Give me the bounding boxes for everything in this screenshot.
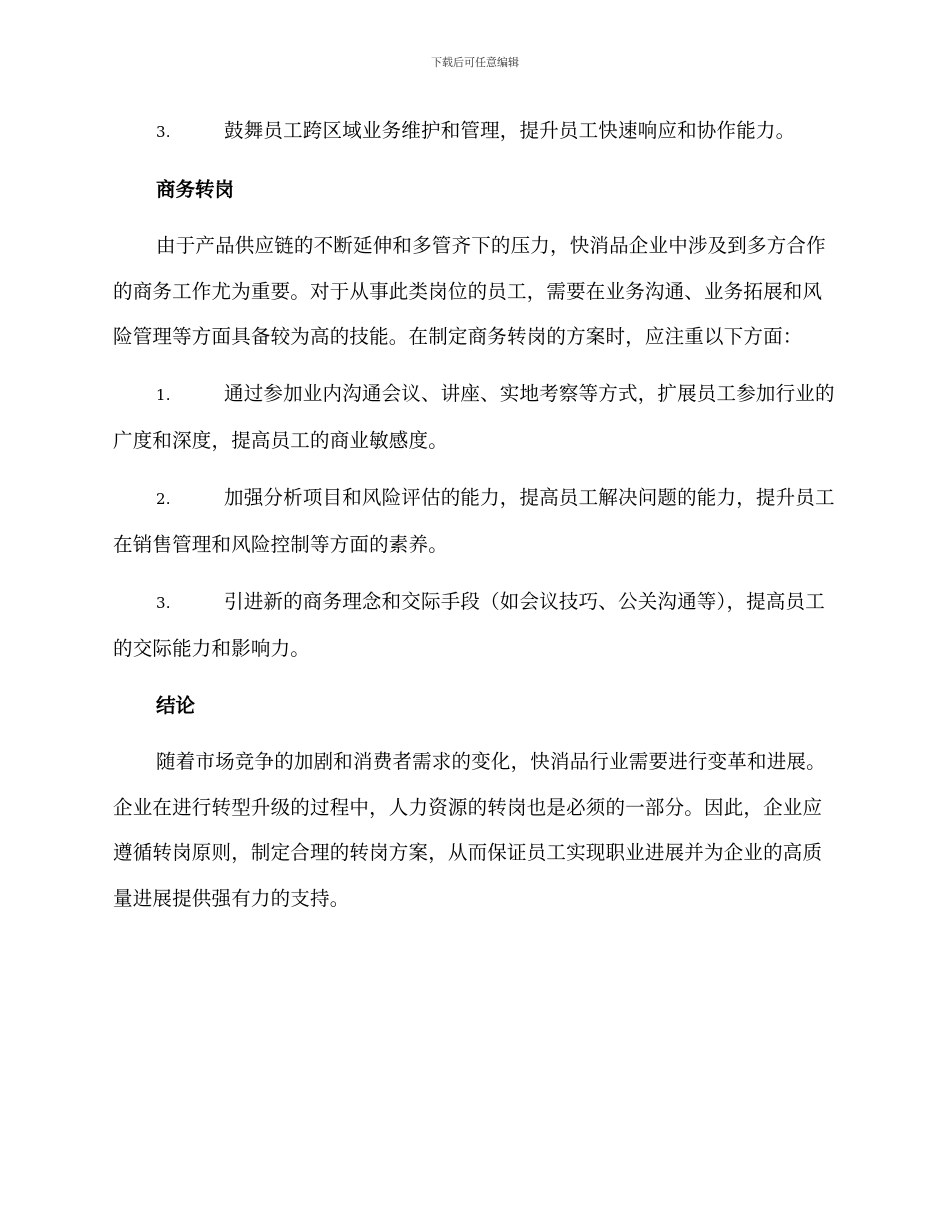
header-note: 下载后可任意编辑 <box>431 56 519 69</box>
list-item <box>113 579 835 672</box>
list-number: 2. <box>156 489 171 508</box>
list-item <box>113 475 835 568</box>
paragraph-conclusion: 随着市场竞争的加剧和消费者需求的变化，快消品行业需要进行变革和进展。企业在进行转型升级的过程中，人力资源的转岗也是必须的一部分。因此，企业应遵循转岗原则，制定合理的转岗方案，从而保证员工实现职业进展并为企业的高质量进展提供强有力的支持。 <box>113 750 826 910</box>
list-text: 鼓舞员工跨区域业务维护和管理，提升员工快速响应和协作能力。 <box>224 119 796 142</box>
document-body <box>113 108 835 932</box>
list-item <box>113 371 835 464</box>
list-number: 1. <box>156 385 171 404</box>
section-heading-business: 商务转岗 <box>156 177 235 201</box>
list-text: 加强分析项目和风险评估的能力，提高员工解决问题的能力，提升员工在销售管理和风险控制等方面的素养。 <box>113 485 835 556</box>
list-number: 3. <box>156 593 171 612</box>
list-number: 3. <box>156 123 171 141</box>
section-heading-conclusion: 结论 <box>156 693 196 717</box>
list-item <box>113 108 835 156</box>
paragraph-business: 由于产品供应链的不断延伸和多管齐下的压力，快消品企业中涉及到多方合作的商务工作尤为重要。对于从事此类岗位的员工，需要在业务沟通、业务拓展和风险管理等方面具备较为高的技能。在制定商务转岗的方案时，应注重以下方面： <box>113 234 826 348</box>
list-text: 通过参加业内沟通会议、讲座、实地考察等方式，扩展员工参加行业的广度和深度，提高员工的商业敏感度。 <box>113 381 835 452</box>
list-text: 引进新的商务理念和交际手段（如会议技巧、公关沟通等），提高员工的交际能力和影响力。 <box>113 589 825 660</box>
